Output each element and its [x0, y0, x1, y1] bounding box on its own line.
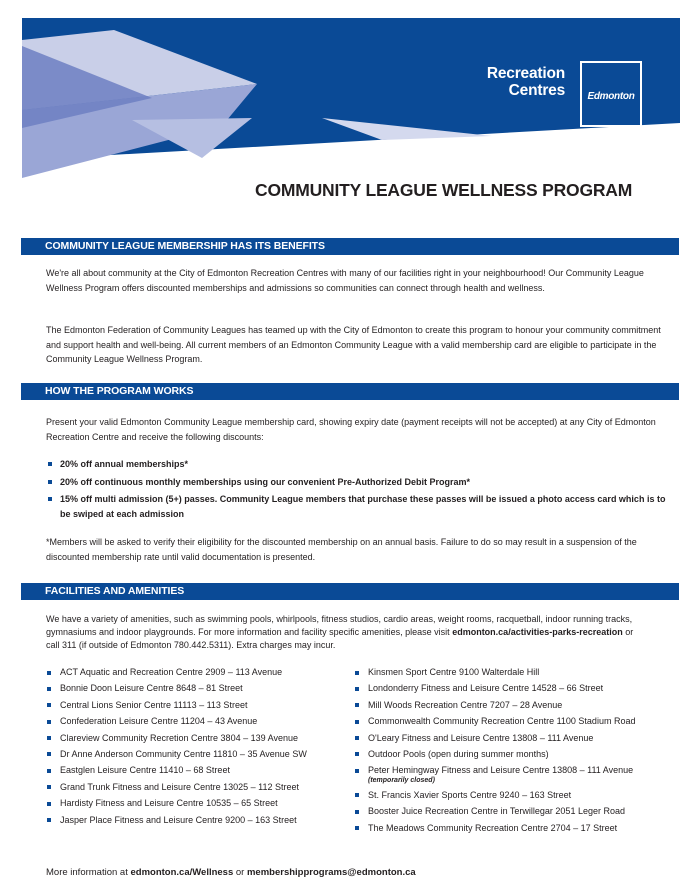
program-note: *Members will be asked to verify their eligibility for the discounted membership on an annual basis. Failure to do so may result in a suspension of the discounted membership rate until valid documentation is presented. — [46, 537, 637, 562]
list-item: Booster Juice Recreation Centre in Terwillegar 2051 Leger Road — [354, 805, 684, 818]
facilities-list-left — [46, 666, 356, 830]
list-item: Commonwealth Community Recreation Centre 1100 Stadium Road — [354, 715, 684, 728]
list-item — [354, 764, 684, 785]
list-item: Dr Anne Anderson Community Centre 11810 – 35 Avenue SW — [46, 748, 356, 761]
discount-list — [46, 457, 676, 524]
list-item: Jasper Place Fitness and Leisure Centre 9200 – 163 Street — [46, 814, 356, 827]
list-item: ACT Aquatic and Recreation Centre 2909 – 113 Avenue — [46, 666, 356, 679]
list-item: Confederation Leisure Centre 11204 – 43 Avenue — [46, 715, 356, 728]
list-item: Central Lions Senior Centre 11113 – 113 Street — [46, 699, 356, 712]
brand-line-1: Recreation — [486, 65, 565, 82]
facilities-intro-text: We have a variety of amenities, such as swimming pools, whirlpools, fitness studios, cardio areas, weight rooms, racquetball, indoor running tracks, gymnasiums and indoor playgrounds. For more information and facility specific amenities, please visit — [46, 614, 633, 637]
list-item: Bonnie Doon Leisure Centre 8648 – 81 Street — [46, 682, 356, 695]
page-title: COMMUNITY LEAGUE WELLNESS PROGRAM — [255, 180, 633, 200]
section-header-facilities — [21, 583, 679, 600]
wellness-link[interactable]: edmonton.ca/Wellness — [130, 867, 234, 878]
section-heading: FACILITIES AND AMENITIES — [45, 585, 185, 597]
section-heading: HOW THE PROGRAM WORKS — [45, 385, 194, 397]
footer-prefix: More information at — [46, 867, 131, 878]
list-item-text: Peter Hemingway Fitness and Leisure Centre 13808 – 111 Avenue — [368, 765, 634, 776]
section-heading: COMMUNITY LEAGUE MEMBERSHIP HAS ITS BENEFITS — [45, 240, 325, 252]
membership-paragraph-2: The Edmonton Federation of Community Leagues has teamed up with the City of Edmonton to create this program to honour your community commitment and support health and well-being. All current members of an Edmonton Community League with a valid membership card are eligible to participate in the Community League Wellness Program. — [46, 325, 661, 364]
footer-middle: or — [233, 867, 247, 878]
membership-paragraph-1: We're all about community at the City of Edmonton Recreation Centres with many of our facilities right in your neighbourhood! Our Community League Wellness Program offers discounted memberships and admissions so communities can connect through health and wellness. — [46, 268, 644, 293]
email-link[interactable]: membershipprograms@edmonton.ca — [246, 867, 416, 878]
facilities-intro-text-end: or call 311 (if outside of Edmonton 780.442.5311). Extra charges may incur. — [46, 627, 634, 650]
brand-name — [487, 65, 565, 99]
section-header-program — [21, 383, 679, 400]
list-item: 15% off multi admission (5+) passes. Community League members that purchase these passes will be issued a photo access card which is to be swiped at each admission — [46, 492, 676, 521]
list-item: Mill Woods Recreation Centre 7207 – 28 Avenue — [354, 699, 684, 712]
logo-text: Edmonton — [587, 91, 635, 102]
activities-link[interactable]: edmonton.ca/activities-parks-recreation — [452, 627, 623, 637]
section-header-membership — [21, 238, 679, 255]
list-item: Grand Trunk Fitness and Leisure Centre 13025 – 112 Street — [46, 781, 356, 794]
brand-line-2: Centres — [508, 82, 565, 99]
footer — [46, 867, 416, 878]
list-item: 20% off continuous monthly memberships using our convenient Pre-Authorized Debit Program* — [46, 475, 676, 490]
program-intro: Present your valid Edmonton Community League membership card, showing expiry date (payment receipts will not be accepted) at any City of Edmonton Recreation Centre and receive the following discounts: — [46, 417, 656, 442]
list-item: Clareview Community Recretion Centre 3804 – 139 Avenue — [46, 732, 356, 745]
temporarily-closed-note: (temporarily closed) — [368, 777, 435, 785]
list-item: 20% off annual memberships* — [46, 457, 676, 472]
list-item: St. Francis Xavier Sports Centre 9240 – 163 Street — [354, 789, 684, 802]
list-item: Londonderry Fitness and Leisure Centre 14528 – 66 Street — [354, 682, 684, 695]
edmonton-logo — [580, 61, 642, 127]
list-item: Outdoor Pools (open during summer months) — [354, 748, 684, 761]
facilities-intro — [46, 613, 636, 652]
list-item: Kinsmen Sport Centre 9100 Walterdale Hill — [354, 666, 684, 679]
list-item: The Meadows Community Recreation Centre 2704 – 17 Street — [354, 822, 684, 835]
list-item: Eastglen Leisure Centre 11410 – 68 Street — [46, 764, 356, 777]
header-banner — [22, 18, 680, 178]
facilities-list-right — [354, 666, 684, 838]
list-item: O'Leary Fitness and Leisure Centre 13808 – 111 Avenue — [354, 732, 684, 745]
list-item: Hardisty Fitness and Leisure Centre 10535 – 65 Street — [46, 797, 356, 810]
